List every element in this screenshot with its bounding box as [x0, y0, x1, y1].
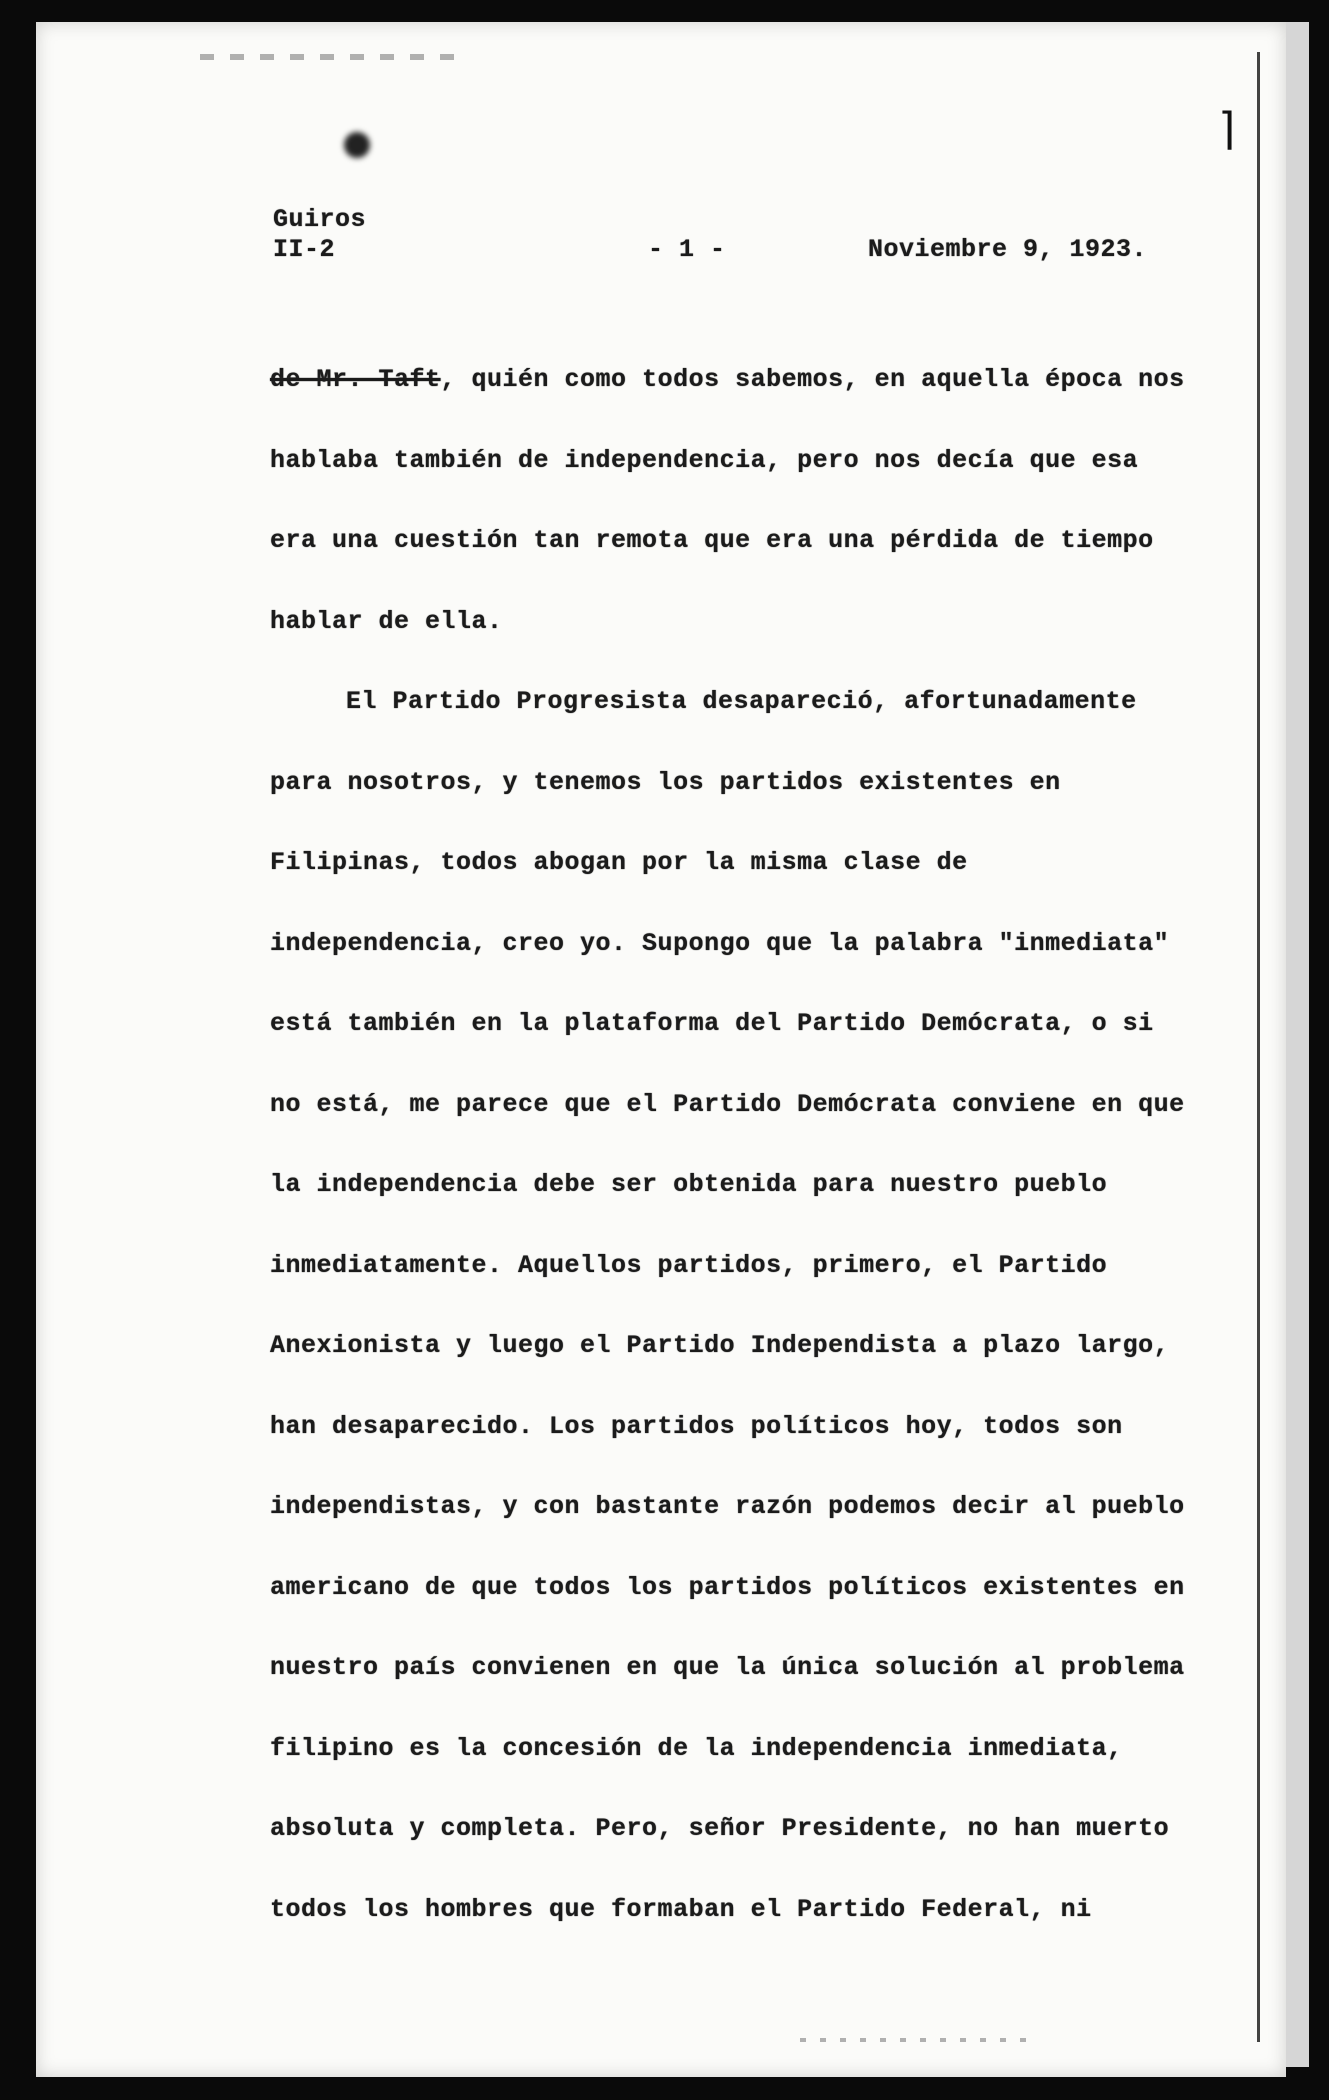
- margin-mark-icon: ⌉: [1215, 104, 1242, 155]
- page-edge-line: [1257, 52, 1260, 2042]
- page-number: - 1 -: [648, 235, 726, 264]
- paragraph-1: [270, 340, 1200, 662]
- struck-text: de Mr. Taft: [270, 365, 441, 394]
- header-date: Noviembre 9, 1923.: [868, 235, 1148, 264]
- header-author: Guiros: [273, 205, 367, 234]
- header-author-block: [273, 205, 366, 265]
- page-header: [273, 205, 1173, 275]
- header-reference: II-2: [273, 235, 336, 264]
- scan-specks-bottom: [800, 2038, 1030, 2042]
- ink-smudge: [344, 132, 370, 158]
- paragraph-1-text: , quién como todos sabemos, en aquella época nos hablaba también de independencia, pero nos decía que esa era una cuestión tan remota que era una pérdida de tiempo hablar de ella.: [270, 365, 1185, 636]
- scan-specks-top: [200, 54, 460, 60]
- body-text: [270, 340, 1200, 1950]
- paragraph-2: El Partido Progresista desapareció, afortunadamente para nosotros, y tenemos los partidos existentes en Filipinas, todos abogan por la misma clase de independencia, creo yo. Supongo que la palabra "inmediata" está también en la plataforma del Partido Demócrata, o si no está, me parece que el Partido Demócrata conviene en que la independencia debe ser obtenida para nuestro pueblo inmediatamente. Aquellos partidos, primero, el Partido Anexionista y luego el Partido Independista a plazo largo, han desaparecido. Los partidos políticos hoy, todos son independistas, y con bastante razón podemos decir al pueblo americano de que todos los partidos políticos existentes en nuestro país convienen en que la única solución al problema filipino es la concesión de la independencia inmediata, absoluta y completa. Pero, señor Presidente, no han muerto todos los hombres que formaban el Partido Federal, ni: [270, 687, 1185, 1924]
